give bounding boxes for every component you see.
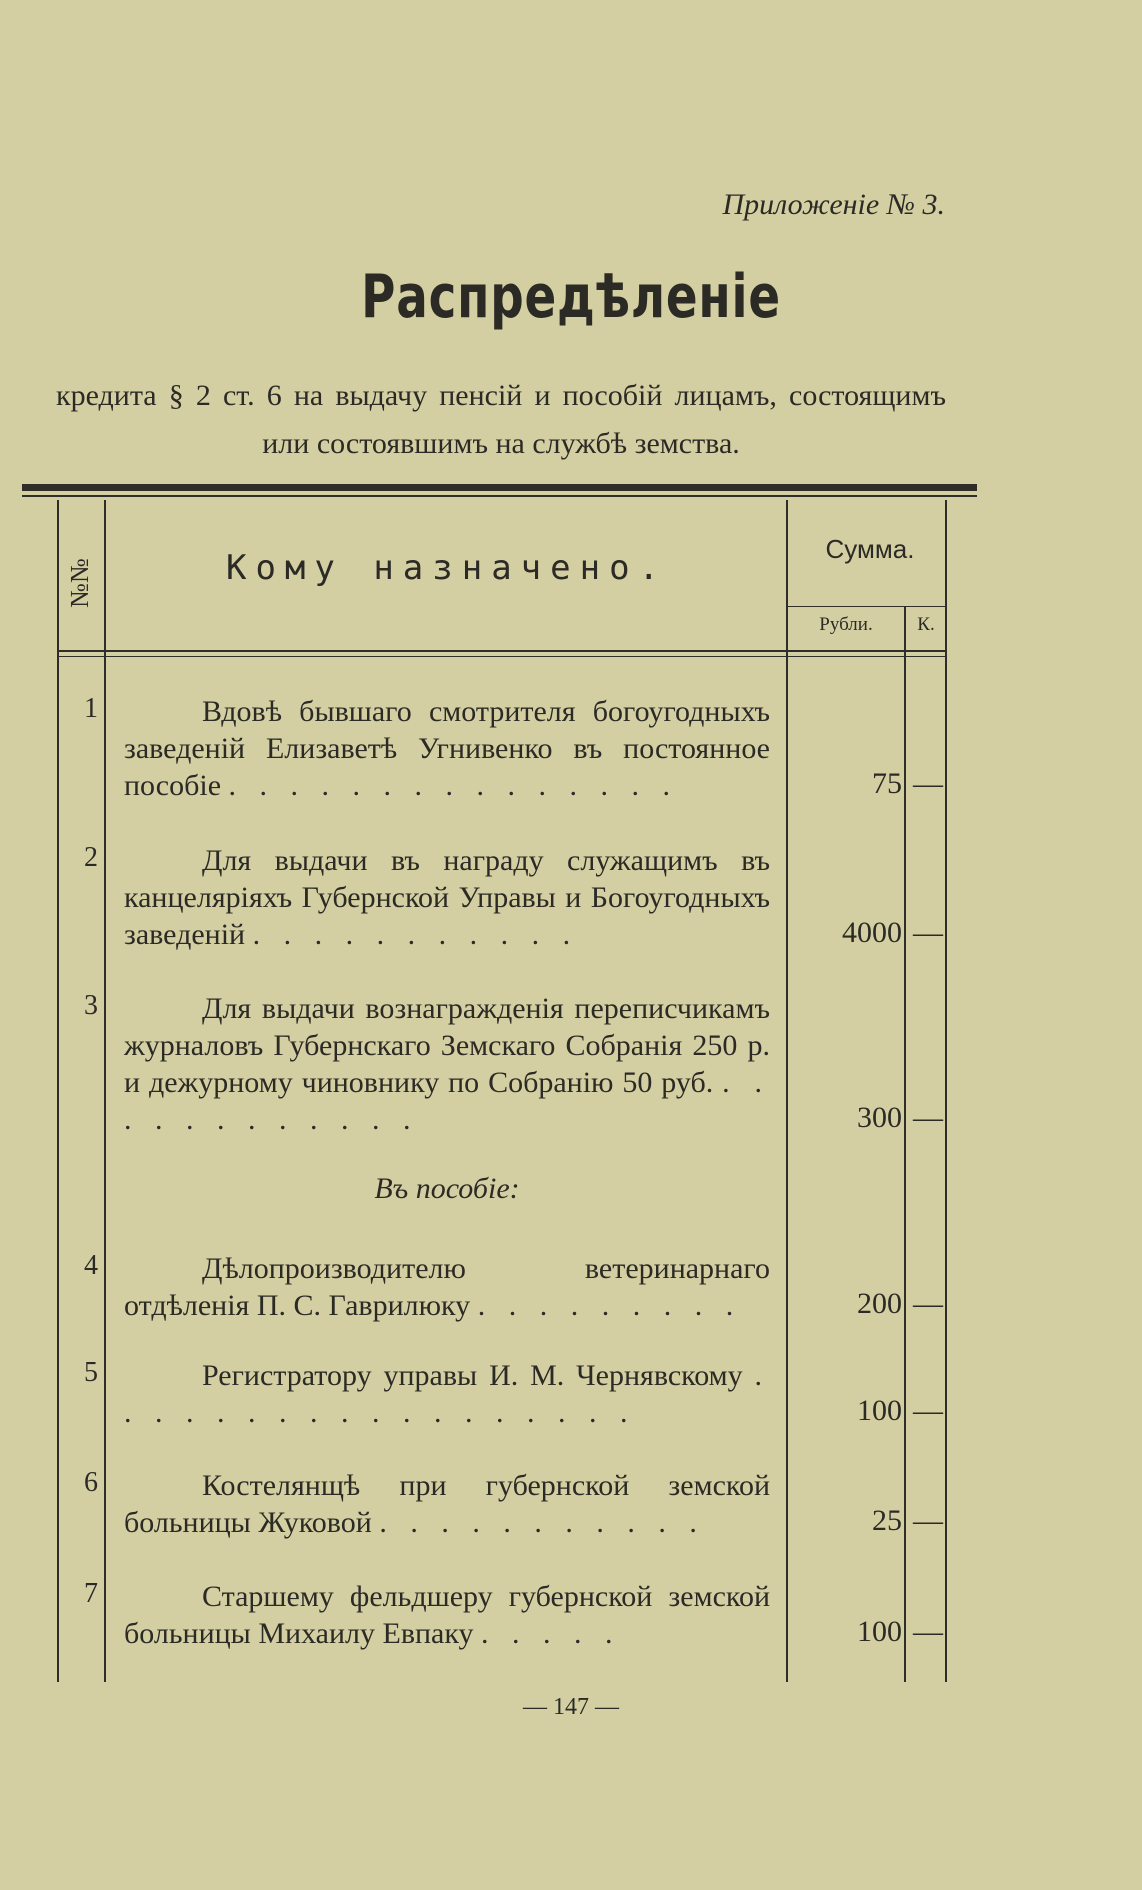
table-left-border [57,500,59,1682]
row-rubles: 100 [857,1615,902,1648]
row-leader-dots: . . . . . . . . . . . . . . . [228,769,679,802]
top-rule-thin [22,495,977,497]
row-kopecks: — [913,916,943,949]
row-leader-dots: . . . . . . . . . . . . [124,1066,770,1136]
sum-column-header: Сумма. [825,534,915,564]
kopecks-column-header: К. [917,614,935,635]
row-number: 4 [84,1250,98,1281]
row-rubles: 200 [857,1287,902,1320]
row-number: 7 [84,1578,98,1609]
row-description: Дѣлопроизводителю ветеринарнаго отдѣленія П. С. Гаврилюку . . . . . . . . . [124,1252,770,1322]
page-number: — 147 — [523,1694,619,1720]
row-leader-dots: . . . . . . . . . . . [252,918,579,951]
whom-column-header: Кому назначено. [225,548,669,588]
row-rubles: 300 [857,1101,902,1134]
row-leader-dots: . . . . . . . . . . . . . . . . . . [124,1359,770,1429]
row-kopecks: — [913,1394,943,1427]
row-rubles: 25 [872,1504,902,1537]
text-column-divider [786,500,788,1682]
row-rubles: 75 [872,767,902,800]
row-leader-dots: . . . . . . . . . . . [379,1506,705,1539]
sum-column-divider [904,606,906,1682]
row-description: Регистратору управы И. М. Чернявскому . . . . . . . . . . . . . . . . . . [124,1359,770,1429]
row-description: Старшему фельдшеру губернской земской больницы Михаилу Евпаку . . . . . [124,1580,770,1650]
number-column-header: №№ [65,558,94,608]
row-leader-dots: . . . . . . . . . [477,1289,742,1322]
rubles-column-header: Рубли. [819,614,873,635]
row-kopecks: — [913,1101,943,1134]
row-kopecks: — [913,1615,943,1648]
header-bottom-rule [57,650,947,652]
row-rubles: 4000 [842,916,902,949]
row-number: 3 [84,990,98,1021]
row-description: Для выдачи вознагражденія переписчикамъ журналовъ Губернскаго Земскаго Собранія 250 р. и дежурному чиновнику по Собранію 50 руб. . . . . . . . . . . . . [124,992,770,1136]
row-number: 1 [84,693,98,724]
row-description: Вдовѣ бывшаго смотрителя богоугодныхъ заведеній Елизаветѣ Угнивенко въ постоянное пособіе . . . . . . . . . . . . . . . [124,695,770,802]
row-number: 5 [84,1357,98,1388]
top-rule-thick [22,484,977,491]
row-leader-dots: . . . . . [481,1617,621,1650]
row-rubles: 100 [857,1394,902,1427]
row-number: 2 [84,842,98,873]
row-kopecks: — [913,767,943,800]
allowance-section-heading: Въ пособіе: [374,1172,520,1205]
row-description: Костелянщѣ при губернской земской больницы Жуковой . . . . . . . . . . . [124,1469,770,1539]
page-subtitle: кредита § 2 ст. 6 на выдачу пенсій и пособій лицамъ, состоящимъ или состоявшимъ на службѣ земства. [56,379,946,460]
row-description: Для выдачи въ награду служащимъ въ канцеляріяхъ Губернской Управы и Богоугодныхъ заведеній . . . . . . . . . . . [124,844,770,951]
appendix-label: Приложеніе № 3. [722,188,945,221]
sum-header-divider [788,606,945,607]
number-column-divider [104,500,106,1682]
header-bottom-rule-2 [57,656,947,657]
row-kopecks: — [913,1287,943,1320]
row-kopecks: — [913,1504,943,1537]
page-title: Распредѣленіе [361,262,781,332]
row-number: 6 [84,1467,98,1498]
